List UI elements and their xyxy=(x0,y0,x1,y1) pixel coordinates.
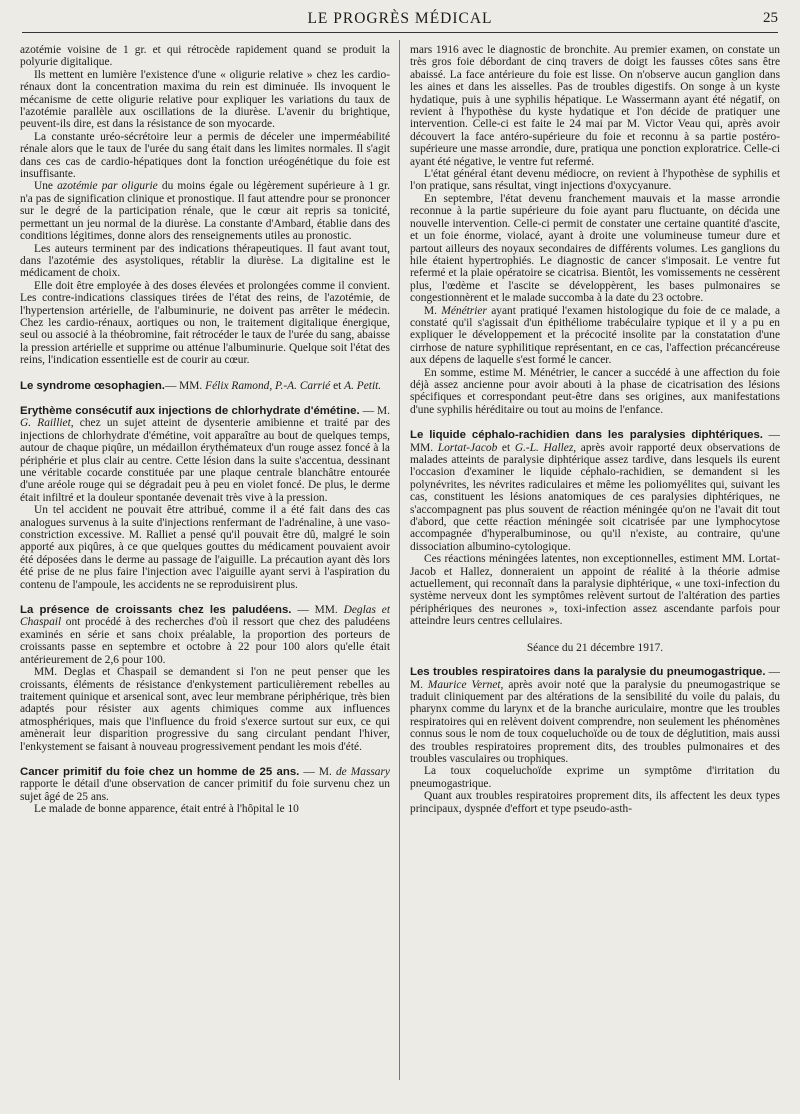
article-authors: Deglas et Chaspail xyxy=(20,604,390,629)
paragraph: La toux coqueluchoïde exprime un symptôme d'irritation du pneumogastrique. xyxy=(410,765,780,790)
paragraph: La présence de croissants chez les paludéens. — MM. Deglas et Chaspail ont procédé à des recherches d'où il ressort que chez des paludéens examinés en série et sans choix préalable, la proportion des porteurs de croissants passe en septembre et octobre à 22 pour 100 alors qu'elle était antérieurement de 2,6 pour 100. xyxy=(20,604,390,666)
paragraph: La constante uréo-sécrétoire leur a permis de déceler une imperméabilité rénale alors que le taux de l'urée du sang était dans les limites normales. Il s'agit dans ces cas de cardio-hépatiques dont la fonction uréogénétique du foie est insuffisante. xyxy=(20,130,390,181)
right-column xyxy=(410,44,780,1094)
paragraph: M. Ménétrier ayant pratiqué l'examen histologique du foie de ce malade, a constaté qu'il s'agissait d'un épithéliome trabéculaire typique et il y a pu en expliquer le développement et la précocité insolite par la constatation d'une cirrhose de nature syphilitique représentant, en ce cas, l'affection précancéreuse aux dépens de laquelle s'est formé le cancer. xyxy=(410,304,780,367)
paragraph: mars 1916 avec le diagnostic de bronchite. Au premier examen, on constate un très gros foie débordant de cinq travers de doigt les fausses côtes sans être abaissé. La face antérieure du foie est lisse. On n'observe aucun ganglion dans les aines et dans les aisselles. Pas de troubles digestifs. On songe à un kyste hydatique, puis à une syphilis hépatique. Le Wassermann ayant été négatif, on revient à l'hypothèse du kyste hydatique et l'on décide de pratiquer une intervention. Celle-ci est faite le 24 mai par M. Victor Veau qui, après avoir découvert la face antéro-supérieure du foie et reconnu à sa partie postéro-supérieure une masse arrondie, dure, pratiqua une ponction exploratrice. Celle-ci ayant été négative, le ventre fut refermé. xyxy=(410,44,780,168)
article-erytheme-emetine xyxy=(20,405,390,591)
azotemie-continuation xyxy=(20,44,390,367)
running-header xyxy=(22,8,778,33)
paragraph: Erythème consécutif aux injections de chlorhydrate d'émétine. — M. G. Railliet, chez un sujet atteint de dysenterie amibienne et traité par des injections de chlorhydrate d'émétine, voit apparaître au bout de quelques temps, autour de chaque piqûre, un médaillon érythémateux d'un rouge assez foncé à la périphérie et plus clair au centre. Cette lésion dans la suite s'accentua, dessinant une véritable cocarde constituée par une plaque centrale blanchâtre entourée d'une aréole rouge qui se dégradait peu à peu en violet foncé. De plus, le derme était infiltré et la douleur spontanée devenait très vive à la pression. xyxy=(20,404,390,504)
emphasis: azotémie par oligurie xyxy=(57,180,158,193)
article-title: La présence de croissants chez les paludéens. xyxy=(20,604,292,617)
article-authors: Lortat-Jacob xyxy=(437,441,498,454)
article-authors: Ménétrier xyxy=(441,304,487,317)
article-authors: G.-L. Hallez, xyxy=(514,441,577,454)
paragraph: Elle doit être employée à des doses élevées et prolongées comme il convient. Les contre-indications classiques tirées de l'état des reins, de l'azotémie, de l'hypertension artérielle, de l'albuminurie, ne doivent pas arrêter le médecin. Chez les cardio-rénaux, aortiques ou non, le traitement digitalique énergique, seul ou associé à la théobromine, fait rétrocéder le taux de l'urée du sang, abaisse la pression artérielle et supprime ou atténue l'albuminurie. Quelque soit l'état des reins, l'indication essentielle est de courir au cœur. xyxy=(20,279,390,367)
paragraph: Quant aux troubles respiratoires proprement dits, ils affectent les deux types principaux, dyspnée d'effort et type pseudo-asth- xyxy=(410,790,780,815)
paragraph: Cancer primitif du foie chez un homme de 25 ans. — M. de Massary rapporte le détail d'une observation de cancer primitif du foie survenu chez un sujet âgé de 25 ans. xyxy=(20,765,390,803)
paragraph: MM. Deglas et Chaspail se demandent si l'on ne peut penser que les croissants, éléments de résistance d'enkystement particulièrement rebelles au traitement quinique et arsenical sont, avec leur membrane périphérique, très bien adaptés pour résister aux agents chimiques comme aux influences atmosphériques, mais que l'influence du froid s'exerce surtout sur eux, ce qui amènerait leur disparition progressive du sang circulant pendant l'hiver, l'enkystement se faisant à nouveau progressivement pendant les mois d'été. xyxy=(20,666,390,753)
session-date-heading: Séance du 21 décembre 1917. xyxy=(526,641,664,654)
article-authors: G. Railliet, xyxy=(20,417,74,430)
paragraph: Un tel accident ne pouvait être attribué, comme il a été fait dans des cas analogues survenus à la suite d'injections renfermant de l'adrénaline, à une vaso-constriction excessive. M. Ralliet a pensé qu'il pouvait être dû, malgré le soin apporté aux piqûres, à ce que quelques gouttes du médicament pouvaient avoir été déposées dans le derme au passage de l'aiguille. La précaution ayant dès lors été prise de ne plus faire l'injection avec l'aiguille ayant servi à l'aspiration du contenu de l'ampoule, les accidents ne se reproduisirent plus. xyxy=(20,504,390,591)
paragraph: Ces réactions méningées latentes, non exceptionnelles, estiment MM. Lortat-Jacob et Hallez, donneraient un appoint de réalité à la théorie admise actuellement, qui reconnaît dans la paralysie diphtérique, « une toxi-infection du système nerveux dont les symptômes relèvent surtout de l'altération des parties périphériques des neurones », toxi-infection assez ascendante parfois pour atteindre leurs centres cellulaires. xyxy=(410,553,780,628)
article-authors: Félix Ramond, P.-A. Carrié xyxy=(205,379,331,392)
article-troubles-respiratoires xyxy=(410,666,780,815)
paragraph: L'état général étant devenu médiocre, on revient à l'hypothèse de syphilis et l'on pratique, sans résultat, vingt injections d'oxycyanure. xyxy=(410,168,780,193)
article-authors: de Massary xyxy=(335,765,390,778)
paragraph: Le liquide céphalo-rachidien dans les paralysies diphtériques. — MM. Lortat-Jacob et G.-L. Hallez, après avoir rapporté deux observations de malades atteints de paralysie diphtérique assez tardive, dans lesquels ils eurent l'occasion d'examiner le liquide céphalo-rachidien, se demandent si les polynévrites, les névrites radiculaires et même les poliomyélites qui, suivant les cas, constituent les lésions anatomiques de ces paralysies diphtériques, ne s'accompagnent pas plus souvent de réaction méningée qu'on ne l'avait dit tout d'abord, que cette réaction méningée soit cicatrisée par une lymphocytose accompagnée d'hyperalbuminose, ou qu'il n'existe, au contraire, qu'une dissociation albumino-cytologique. xyxy=(410,429,780,553)
article-croissants-paludeens xyxy=(20,604,390,753)
article-liquide-cephalo-rachidien xyxy=(410,429,780,628)
article-title: Cancer primitif du foie chez un homme de 25 ans. xyxy=(20,765,300,778)
article-authors: Maurice Vernet, xyxy=(427,678,504,691)
article-title: Le syndrome œsophagien. xyxy=(20,379,165,392)
journal-title: LE PROGRÈS MÉDICAL xyxy=(307,10,493,27)
article-heading: Le syndrome œsophagien.— MM. Félix Ramond, P.-A. Carrié et A. Petit. xyxy=(20,379,382,392)
paragraph: azotémie voisine de 1 gr. et qui rétrocède rapidement quand se produit la polyurie digitalique. xyxy=(20,44,390,69)
column-divider xyxy=(399,40,400,1080)
paragraph: Le malade de bonne apparence, était entré à l'hôpital le 10 xyxy=(34,803,299,816)
paragraph: Les troubles respiratoires dans la paralysie du pneumogastrique. — M. Maurice Vernet, après avoir noté que la paralysie du pneumogastrique se traduit cliniquement par des altérations de la sensibilité du voile du palais, du pharynx comme du larynx et de la branche auriculaire, montre que les troubles respiratoires qui en relèvent doivent comprendre, non seulement les phénomènes connus sous le nom de toux coqueluchoïde ou de toux de déglutition, mais aussi des troubles respiratoires proprement dits, des troubles pulmonaires et des troubles vasculaires ou trophiques. xyxy=(410,666,780,765)
article-title: Le liquide céphalo-rachidien dans les paralysies diphtériques. xyxy=(410,429,763,442)
article-cancer-foie xyxy=(20,766,390,816)
article-syndrome-oesophagien xyxy=(20,380,390,392)
paragraph: En somme, estime M. Ménétrier, le cancer a succédé à une affection du foie déjà assez ancienne pour avoir abouti à la phase de cicatrisation des lésions spécifiques et correspondant peut-être dans ses origines, aux manifestations d'une syphilis héréditaire ou tout au moins de l'enfance. xyxy=(410,366,780,416)
paragraph: Les auteurs terminent par des indications thérapeutiques. Il faut avant tout, dans l'azotémie des asystoliques, rétablir la diurèse. La digitaline est le médicament de choix. xyxy=(20,242,390,280)
left-column xyxy=(20,44,390,1094)
article-title: Les troubles respiratoires dans la paralysie du pneumogastrique. xyxy=(410,666,766,679)
paragraph: En septembre, l'état devenu franchement mauvais et la masse arrondie reconnue à la partie supérieure du foie ayant paru fluctuante, on décida une nouvelle intervention. Celle-ci permit de constater une certaine quantité d'ascite, et un foie énorme, violacé, ayant à droite une volumineuse tumeur dure et partout ailleurs des noyaux secondaires de différents volumes. Les ganglions du hile étaient hypertrophiés. Le diagnostic de cancer s'imposait. Le ventre fut refermé et la plaie opératoire se cicatrisa. Bientôt, les vomissements ne cessèrent plus, l'œdème et l'ascite se développèrent, les bases pulmonaires se congestionnèrent et le malade succomba à la date du 23 octobre. xyxy=(410,192,780,305)
article-authors: A. Petit. xyxy=(344,379,382,392)
paragraph: Ils mettent en lumière l'existence d'une « oligurie relative » chez les cardio-rénaux dont la concentration maxima du rein est diminuée. Ils invoquent le mécanisme de cette oligurie relative pour expliquer les variations du taux de l'azotémie parallèle aux oscillations de la diurèse. L'avenir du brightique, peuvent-ils dire, est dans la résistance de son myocarde. xyxy=(20,68,390,131)
article-title: Erythème consécutif aux injections de chlorhydrate d'émétine. xyxy=(20,404,360,417)
page-number: 25 xyxy=(763,10,778,26)
cancer-foie-continuation xyxy=(410,44,780,416)
paragraph: Une azotémie par oligurie du moins égale ou légèrement supérieure à 1 gr. n'a pas de signification clinique et pronostique. Il faut attendre pour se prononcer sur le degré de la participation rénale, que le cœur ait repris sa tonicité, permettant un jeu normal de la diurèse. La constante d'Ambard, établie dans des conditions légitimes, donne alors des renseignements utiles au pronostic. xyxy=(20,180,390,243)
